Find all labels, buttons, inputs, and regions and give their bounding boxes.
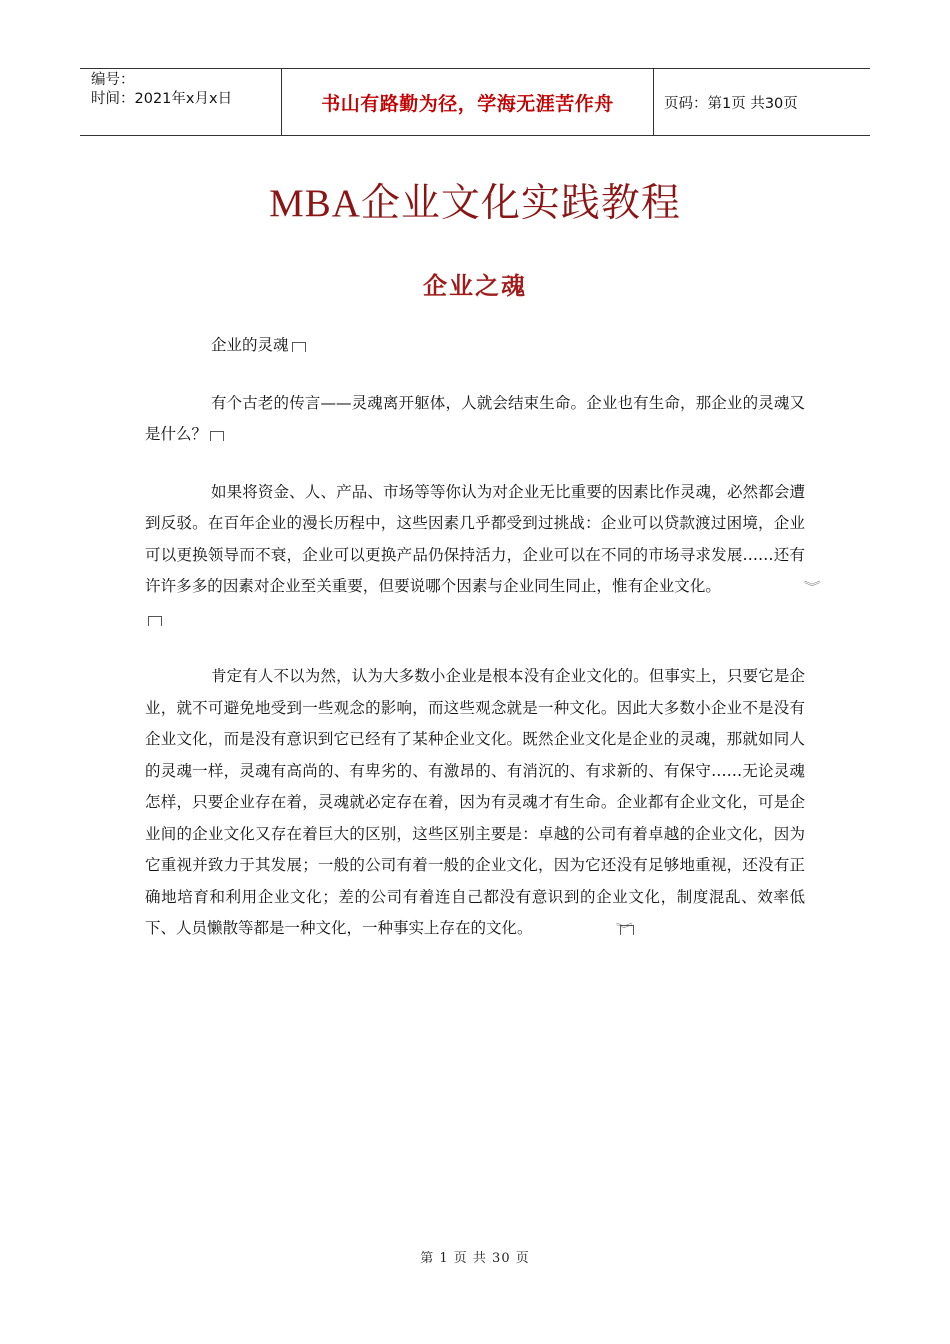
paragraph-text: 有个古老的传言——灵魂离开躯体，人就会结束生命。企业也有生命，那企业的灵魂又是什么？ [145, 393, 805, 443]
page-footer: 第 1 页 共 30 页 [420, 1251, 530, 1266]
page-info: 页码：第1页 共30页 [664, 95, 798, 112]
paragraph-mark-icon [292, 342, 306, 352]
paragraph-mark-icon [210, 431, 224, 441]
paragraph [145, 388, 805, 451]
document-body [145, 330, 821, 972]
header-motto-cell [281, 69, 654, 135]
paragraph [145, 477, 821, 636]
header-table [80, 68, 870, 136]
paragraph-mark-icon [148, 616, 162, 626]
chevron-mark-icon: ︾ [803, 580, 821, 594]
paragraph [145, 661, 805, 946]
time-label: 时间：2021年x月x日 [91, 91, 233, 107]
paragraph-text: 肯定有人不以为然，认为大多数小企业是根本没有企业文化的。但事实上，只要它是企业，就不可避免地受到一些观念的影响，而这些观念就是一种文化。因此大多数小企业不是没有企业文化，而是没有意识到它已经有了某种企业文化。既然企业文化是企业的灵魂，那就如同人的灵魂一样，灵魂有高尚的、有卑劣的、有激昂的、有消沉的、有求新的、有保守……无论灵魂怎样，只要企业存在着，灵魂就必定存在着，因为有灵魂才有生命。企业都有企业文化，可是企业间的企业文化又存在着巨大的区别，这些区别主要是：卓越的公司有着卓越的企业文化，因为它重视并致力于其发展；一般的公司有着一般的企业文化，因为它还没有足够地重视，还没有正确地培育和利用企业文化；差的公司有着连自己都没有意识到的企业文化，制度混乱、效率低下、人员懒散等都是一种文化，一种事实上存在的文化。 [145, 667, 805, 937]
chevron-mark-icon: ︾ [615, 922, 633, 936]
number-label: 编号： [91, 72, 135, 88]
document-title: MBA企业文化实践教程 [269, 182, 681, 225]
paragraph [145, 330, 805, 362]
motto-text: 书山有路勤为径，学海无涯苦作舟 [321, 92, 614, 115]
paragraph-text: 企业的灵魂 [211, 336, 289, 354]
paragraph-text: 如果将资金、人、产品、市场等等你认为对企业无比重要的因素比作灵魂，必然都会遭到反驳。在百年企业的漫长历程中，这些因素几乎都受到过挑战：企业可以贷款渡过困境，企业可以更换领导而不衰，企业可以更换产品仍保持活力，企业可以在不同的市场寻求发展……还有许许多多的因素对企业至关重要，但要说哪个因素与企业同生同止，惟有企业文化。 [145, 482, 805, 595]
header-meta [80, 69, 281, 135]
document-subtitle: 企业之魂 [423, 271, 527, 300]
header-page-cell [654, 69, 870, 135]
